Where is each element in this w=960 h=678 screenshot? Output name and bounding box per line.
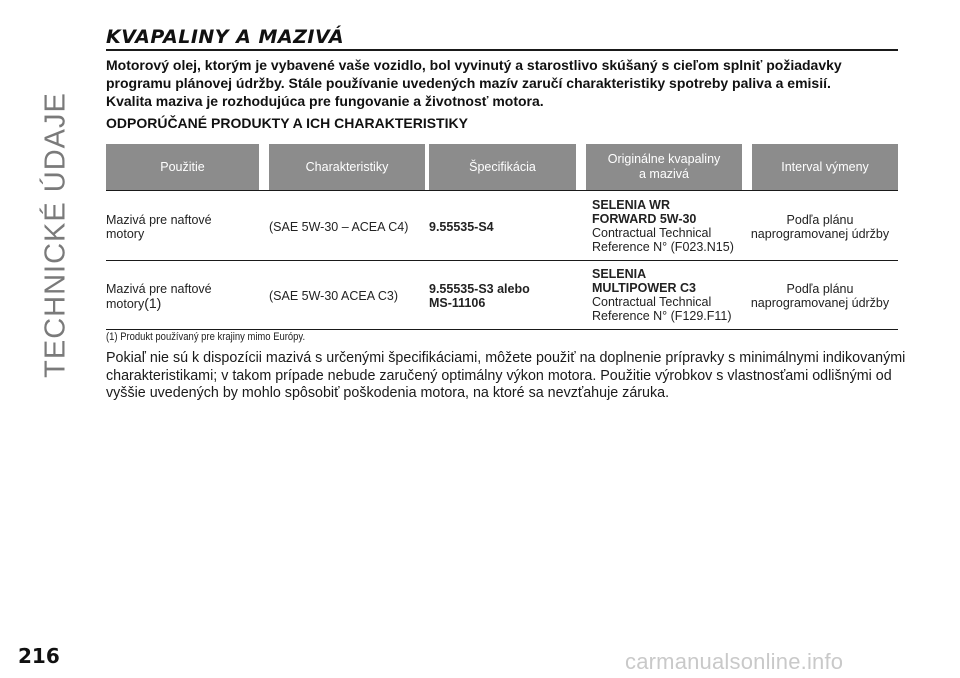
section-side-title: TECHNICKÉ ÚDAJE [39,92,72,378]
footnote-ref: (1) [144,295,162,311]
intro-line: Motorový olej, ktorým je vybavené vaše vozidlo, bol vyvinutý a starostlivo skúšaný s cieľom splniť požiadavky [106,57,842,73]
watermark: carmanualsonline.info [625,649,844,674]
body-paragraph [106,350,906,403]
page-heading: KVAPALINY A MAZIVÁ [106,26,345,48]
lubricants-table [106,144,898,330]
header-usage: Použitie [106,144,259,190]
table-row [106,190,898,260]
header-specification: Špecifikácia [429,144,576,190]
cell-specification: 9.55535-S3 alebo MS-11106 [429,282,530,310]
cell-characteristics: (SAE 5W-30 – ACEA C4) [269,220,409,234]
table-header [106,144,898,190]
intro-line: Kvalita maziva je rozhodujúca pre fungovanie a životnosť motora. [106,93,544,109]
products-subheading: ODPORÚČANÉ PRODUKTY A ICH CHARAKTERISTIKY [106,115,468,131]
heading-rule [106,49,898,51]
table-row [106,260,898,330]
cell-product: SELENIA WR FORWARD 5W-30 Contractual Technical Reference N° (F023.N15) [592,198,734,254]
cell-interval: Podľa plánu naprogramovanej údržby [750,282,890,310]
cell-product: SELENIA MULTIPOWER C3 Contractual Technical Reference N° (F129.F11) [592,267,732,323]
table-footnote: (1) Produkt používaný pre krajiny mimo Európy. [106,331,306,343]
paragraph-line: charakteristikami; v takom prípade nebude zaručený optimálny výkon motora. Použitie výrobkov s vlastnosťami odlišnými od [106,367,892,384]
cell-specification: 9.55535-S4 [429,220,494,234]
intro-paragraph [106,56,898,110]
header-interval: Interval výmeny [752,144,898,190]
paragraph-line: vyššie uvedených by mohlo spôsobiť poškodenia motora, na ktoré sa nevzťahuje záruka. [106,385,670,401]
header-original-fluids: Originálne kvapaliny a mazivá [586,144,742,190]
cell-characteristics: (SAE 5W-30 ACEA C3) [269,289,398,303]
cell-interval: Podľa plánu naprogramovanej údržby [750,213,890,241]
intro-line: programu plánovej údržby. Stále používanie uvedených mazív zaručí charakteristiky spotreby paliva a emisií. [106,75,831,91]
header-characteristics: Charakteristiky [269,144,425,190]
cell-usage: Mazivá pre naftové motory [106,213,212,241]
paragraph-line: Pokiaľ nie sú k dispozícii mazivá s určenými špecifikáciami, môžete použiť na doplnenie prípravky s minimálnymi indikovanými [106,350,906,366]
cell-usage: Mazivá pre naftové motory(1) [106,282,212,311]
page-number: 216 [18,644,60,668]
